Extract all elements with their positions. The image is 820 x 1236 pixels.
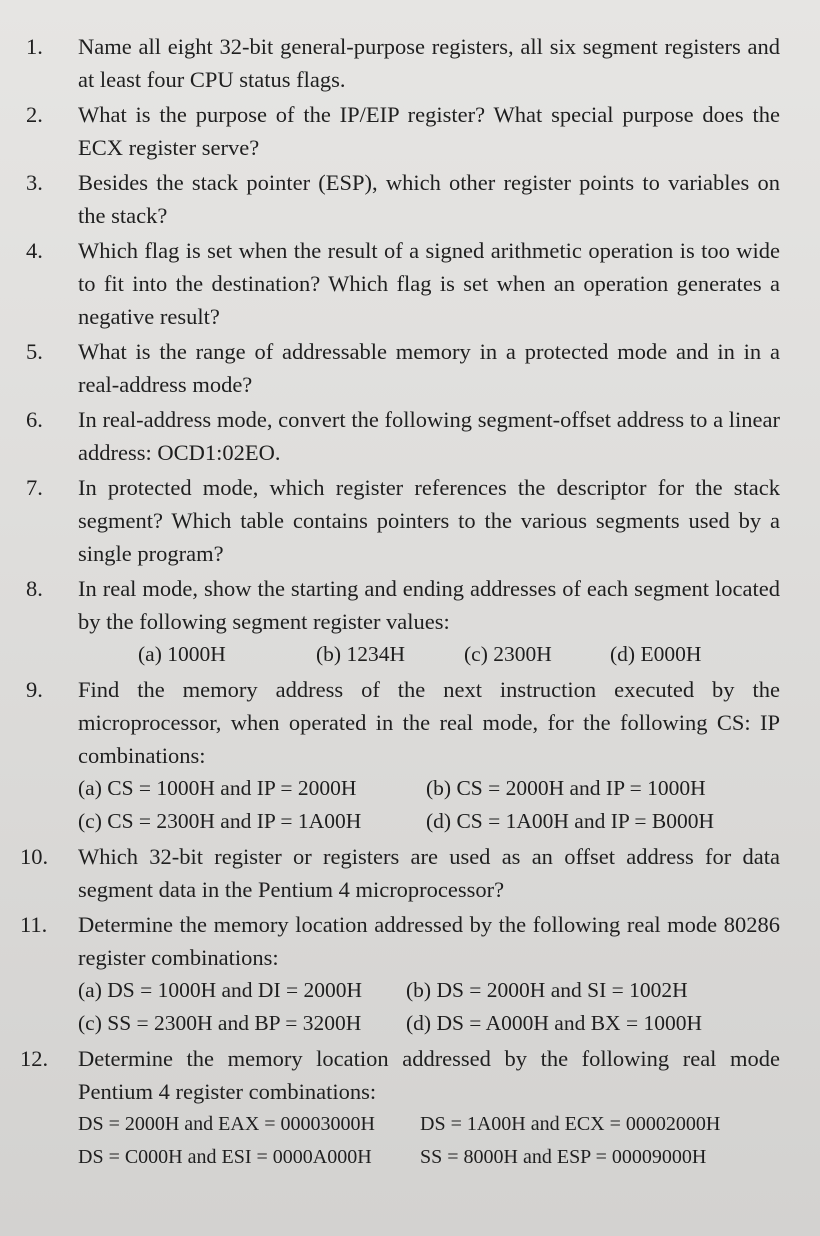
question-text: Name all eight 32-bit general-purpose registers, all six segment registers and at least four CPU status flags. xyxy=(78,34,780,92)
question-text: What is the purpose of the IP/EIP register? What special purpose does the ECX register serve? xyxy=(78,102,780,160)
option-b: (b) 1234H xyxy=(316,642,405,666)
combination-row xyxy=(78,1108,780,1141)
question-text: In real-address mode, convert the following segment-offset address to a linear address: OCD1:02EO. xyxy=(78,407,780,465)
question-number: 3. xyxy=(26,170,43,195)
question-number: 7. xyxy=(26,475,43,500)
question-number: 2. xyxy=(26,102,43,127)
question-number: 9. xyxy=(26,677,43,702)
question-number: 4. xyxy=(26,238,43,263)
combination-a: (a) CS = 1000H and IP = 2000H xyxy=(78,776,357,800)
question-7 xyxy=(26,471,780,570)
question-1 xyxy=(26,30,780,96)
combination-4: SS = 8000H and ESP = 00009000H xyxy=(420,1146,707,1168)
question-4 xyxy=(26,234,780,333)
question-5 xyxy=(26,335,780,401)
combination-d: (d) DS = A000H and BX = 1000H xyxy=(406,1011,702,1035)
question-2 xyxy=(26,98,780,164)
question-11 xyxy=(20,908,780,1040)
question-text: Find the memory address of the next instruction executed by the microprocessor, when operated in the real mode, for the following CS: IP combinations: xyxy=(78,677,780,768)
combination-1: DS = 2000H and EAX = 00003000H xyxy=(78,1113,375,1135)
question-text: Determine the memory location addressed by the following real mode 80286 register combinations: xyxy=(78,912,780,970)
combination-c: (c) SS = 2300H and BP = 3200H xyxy=(78,1011,362,1035)
question-text: In real mode, show the starting and ending addresses of each segment located by the following segment register values: xyxy=(78,576,780,634)
question-number: 6. xyxy=(26,407,43,432)
combination-b: (b) DS = 2000H and SI = 1002H xyxy=(406,978,688,1002)
option-c: (c) 2300H xyxy=(464,642,552,666)
question-6 xyxy=(26,403,780,469)
question-number: 11. xyxy=(20,912,48,937)
question-text: Which flag is set when the result of a signed arithmetic operation is too wide to fit into the destination? Which flag is set when an operation generates a negative result? xyxy=(78,238,780,329)
question-text: What is the range of addressable memory in a protected mode and in in a real-address mode? xyxy=(78,339,780,397)
combination-c: (c) CS = 2300H and IP = 1A00H xyxy=(78,809,362,833)
combination-row xyxy=(78,1141,780,1174)
combination-row xyxy=(78,1007,780,1040)
question-text: Besides the stack pointer (ESP), which other register points to variables on the stack? xyxy=(78,170,780,228)
question-number: 12. xyxy=(20,1046,49,1071)
question-number: 1. xyxy=(26,34,43,59)
question-3 xyxy=(26,166,780,232)
question-9 xyxy=(26,673,780,838)
combination-row xyxy=(78,805,780,838)
question-number: 5. xyxy=(26,339,43,364)
question-number: 8. xyxy=(26,576,43,601)
question-text: In protected mode, which register references the descriptor for the stack segment? Which table contains pointers to the various segments used by a single program? xyxy=(78,475,780,566)
question-text: Which 32-bit register or registers are used as an offset address for data segment data in the Pentium 4 microprocessor? xyxy=(78,844,780,902)
question-text: Determine the memory location addressed by the following real mode Pentium 4 register combinations: xyxy=(78,1046,780,1104)
combination-2: DS = 1A00H and ECX = 00002000H xyxy=(420,1113,721,1135)
combination-b: (b) CS = 2000H and IP = 1000H xyxy=(426,776,706,800)
combination-row xyxy=(78,974,780,1007)
combination-row xyxy=(78,772,780,805)
option-d: (d) E000H xyxy=(610,642,702,666)
combination-d: (d) CS = 1A00H and IP = B000H xyxy=(426,809,715,833)
question-10 xyxy=(20,840,780,906)
question-number: 10. xyxy=(20,844,49,869)
combination-a: (a) DS = 1000H and DI = 2000H xyxy=(78,978,363,1002)
question-8 xyxy=(26,572,780,671)
combination-3: DS = C000H and ESI = 0000A000H xyxy=(78,1146,372,1168)
option-a: (a) 1000H xyxy=(138,642,226,666)
question-12 xyxy=(20,1042,780,1174)
segment-values xyxy=(78,638,780,671)
